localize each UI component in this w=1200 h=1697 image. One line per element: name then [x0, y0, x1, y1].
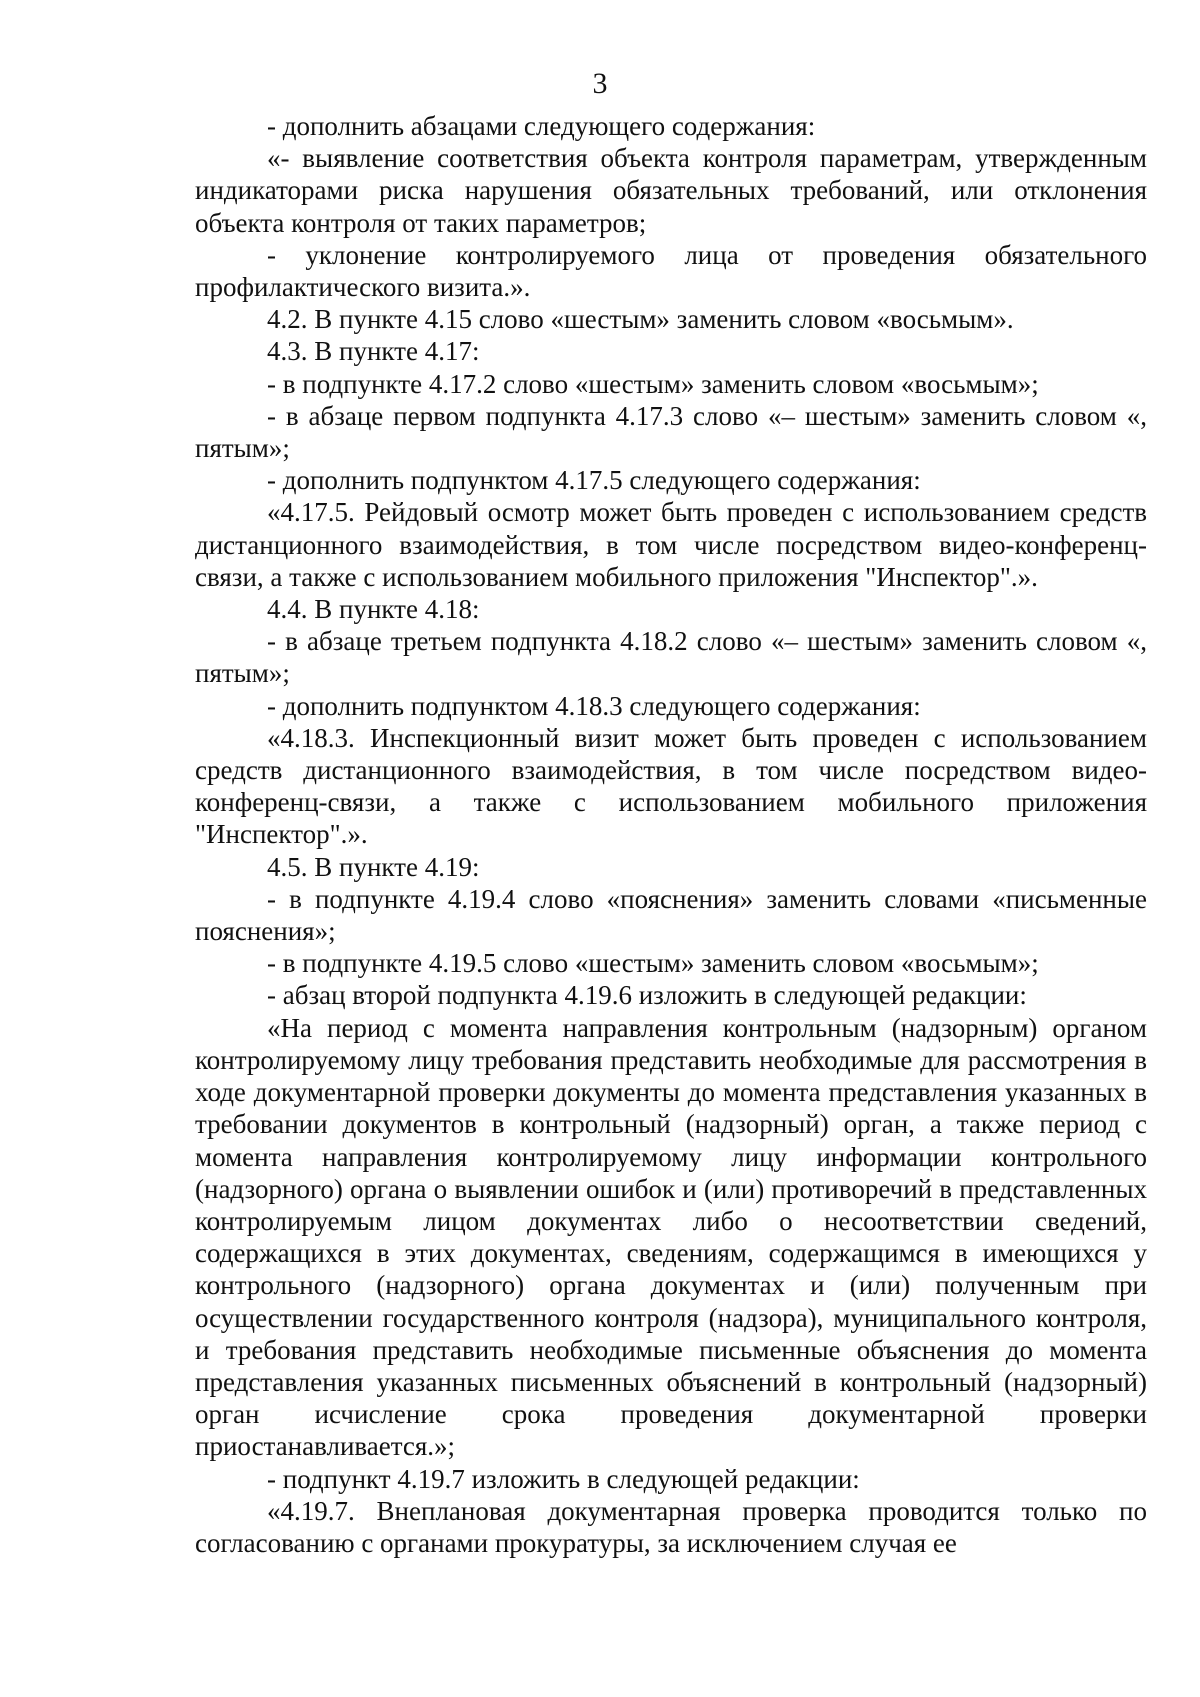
paragraph: - подпункт 4.19.7 изложить в следующей редакции: [267, 1463, 860, 1494]
paragraph: 4.4. В пункте 4.18: [267, 594, 480, 625]
paragraph: «4.17.5. Рейдовый осмотр может быть проведен с использованием средств дистанционного взаимодействия, в том числе посредством видео-конференц-связи, а также с использованием мобильного приложения "Инспектор".». [195, 497, 1147, 592]
paragraph: - дополнить подпунктом 4.17.5 следующего содержания: [267, 465, 921, 496]
paragraph: - в абзаце третьем подпункта 4.18.2 слово «– шестым» заменить словом «, пятым»; [195, 626, 1147, 689]
paragraph: «- выявление соответствия объекта контроля параметрам, утвержденным индикаторами риска нарушения обязательных требований, или отклонения объекта контроля от таких параметров; [195, 143, 1147, 238]
paragraph: - в подпункте 4.17.2 слово «шестым» заменить словом «восьмым»; [267, 368, 1039, 399]
paragraph: - в подпункте 4.19.4 слово «пояснения» заменить словами «письменные пояснения»; [195, 883, 1147, 947]
paragraph: - абзац второй подпункта 4.19.6 изложить в следующей редакции: [267, 980, 1027, 1011]
paragraph: 4.3. В пункте 4.17: [267, 336, 480, 367]
paragraph: - в подпункте 4.19.5 слово «шестым» заменить словом «восьмым»; [267, 948, 1039, 979]
paragraph: «4.18.3. Инспекционный визит может быть проведен с использованием средств дистанционного взаимодействия, в том числе посредством видео-конференц-связи, а также с использованием мобильного приложения "Инспектор".». [195, 722, 1147, 850]
paragraph: - дополнить подпунктом 4.18.3 следующего содержания: [267, 690, 921, 721]
paragraph: 4.2. В пункте 4.15 слово «шестым» заменить словом «восьмым». [267, 304, 1014, 335]
paragraph: - дополнить абзацами следующего содержания: [267, 111, 816, 141]
paragraph: «4.19.7. Внеплановая документарная проверка проводится только по согласованию с органами прокуратуры, за исключением случая ее [195, 1495, 1147, 1558]
paragraph: - уклонение контролируемого лица от проведения обязательного профилактического визита.». [195, 239, 1147, 303]
document-body [195, 110, 1147, 1559]
page-number: 3 [592, 67, 608, 100]
paragraph: 4.5. В пункте 4.19: [267, 851, 480, 882]
paragraph: - в абзаце первом подпункта 4.17.3 слово «– шестым» заменить словом «, пятым»; [195, 400, 1147, 464]
paragraph: «На период с момента направления контрольным (надзорным) органом контролируемому лицу требования представить необходимые для рассмотрения в ходе документарной проверки документы до момента представления указанных в требовании документов в контрольный (надзорный) орган, а также период с момента направления контролируемому лицу информации контрольного (надзорного) органа о выявлении ошибок и (или) противоречий в представленных контролируемым лицом документах либо о несоответствии сведений, содержащихся в этих документах, сведениям, содержащимся в имеющихся у контрольного (надзорного) органа документах и (или) полученным при осуществлении государственного контроля (надзора), муниципального контроля, и требования представить необходимые письменные объяснения до момента представления указанных письменных объяснений в контрольный (надзорный) орган исчисление срока проведения документарной проверки приостанавливается.»; [195, 1012, 1147, 1462]
